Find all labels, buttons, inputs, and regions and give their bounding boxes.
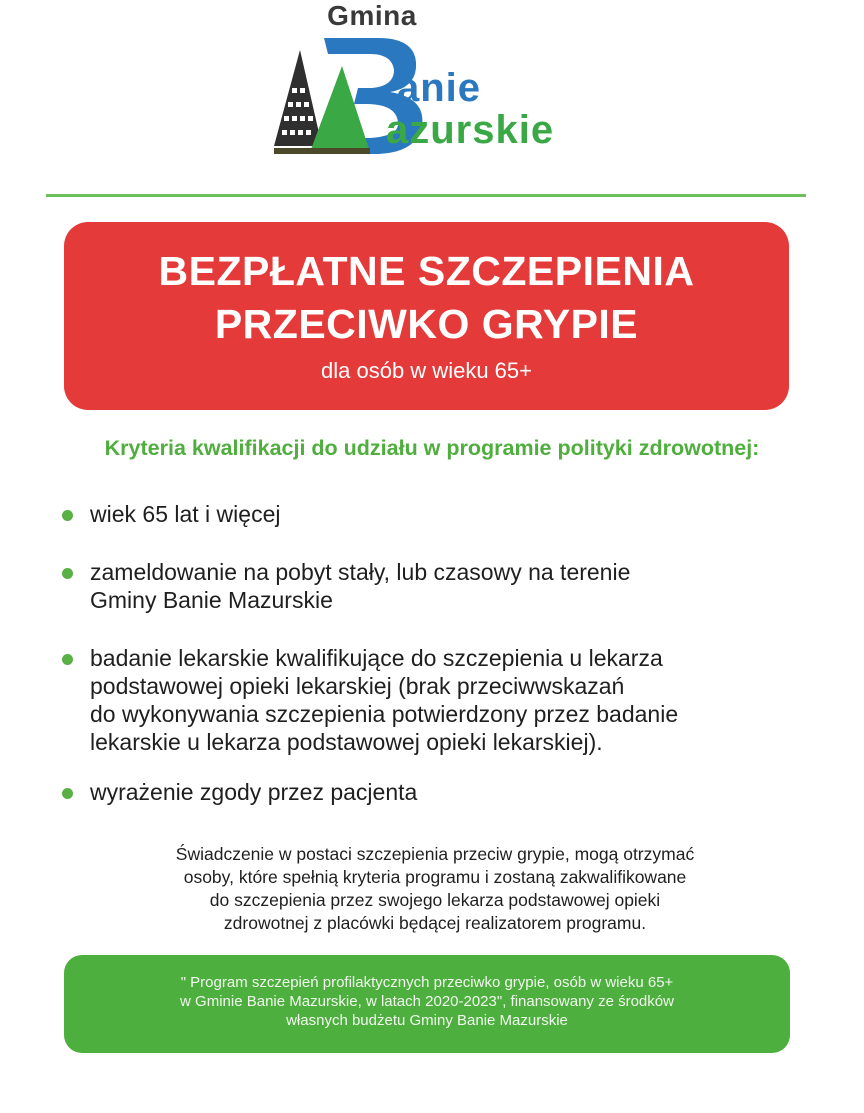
logo-gmina-text: Gmina bbox=[327, 0, 417, 31]
title-subtitle: dla osób w wieku 65+ bbox=[321, 358, 532, 383]
bullet-icon bbox=[62, 654, 73, 665]
logo-mazurskie-text: azurskie bbox=[386, 108, 555, 152]
criteria-item-line: podstawowej opieki lekarskiej (brak przeciwwskazań bbox=[90, 673, 625, 699]
eligibility-statement bbox=[90, 843, 780, 935]
criteria-item bbox=[58, 500, 848, 528]
criteria-item-line: badanie lekarskie kwalifikujące do szczepienia u lekarza bbox=[90, 645, 663, 671]
criteria-list bbox=[58, 500, 848, 836]
header-divider bbox=[46, 194, 806, 197]
title-banner bbox=[64, 222, 789, 410]
bullet-icon bbox=[62, 788, 73, 799]
criteria-item-line: zameldowanie na pobyt stały, lub czasowy na terenie bbox=[90, 559, 631, 585]
criteria-item bbox=[58, 778, 848, 806]
criteria-item-line: do wykonywania szczepienia potwierdzony przez badanie bbox=[90, 701, 679, 727]
logo-banie-text: anie bbox=[397, 66, 482, 110]
gmina-logo bbox=[262, 0, 602, 160]
bullet-icon bbox=[62, 568, 73, 579]
criteria-item-line: wiek 65 lat i więcej bbox=[90, 501, 281, 527]
criteria-item bbox=[58, 644, 848, 756]
criteria-item bbox=[58, 558, 848, 614]
title-line-2: PRZECIWKO GRYPIE bbox=[214, 301, 639, 347]
criteria-item-line: Gminy Banie Mazurskie bbox=[90, 587, 333, 613]
criteria-heading: Kryteria kwalifikacji do udziału w programie polityki zdrowotnej: bbox=[104, 436, 760, 460]
criteria-item-line: wyrażenie zgody przez pacjenta bbox=[90, 779, 418, 805]
logo-m-shape bbox=[310, 66, 370, 152]
title-line-1: BEZPŁATNE SZCZEPIENIA bbox=[158, 248, 695, 294]
bullet-icon bbox=[62, 510, 73, 521]
statement-line: do szczepienia przez swojego lekarza podstawowej opieki bbox=[209, 890, 661, 910]
funding-line: własnych budżetu Gminy Banie Mazurskie bbox=[286, 1012, 568, 1029]
funding-line: " Program szczepień profilaktycznych przeciwko grypie, osób w wieku 65+ bbox=[180, 974, 674, 991]
statement-line: zdrowotnej z placówki będącej realizatorem programu. bbox=[223, 913, 647, 933]
statement-line: osoby, które spełnią kryteria programu i zostaną zakwalifikowane bbox=[183, 867, 687, 887]
funding-line: w Gminie Banie Mazurskie, w latach 2020-2023", finansowany ze środków bbox=[180, 993, 674, 1010]
statement-line: Świadczenie w postaci szczepienia przeciw grypie, mogą otrzymać bbox=[175, 844, 695, 864]
funding-box bbox=[64, 955, 790, 1053]
criteria-item-line: lekarskie u lekarza podstawowej opieki lekarskiej). bbox=[90, 729, 603, 755]
